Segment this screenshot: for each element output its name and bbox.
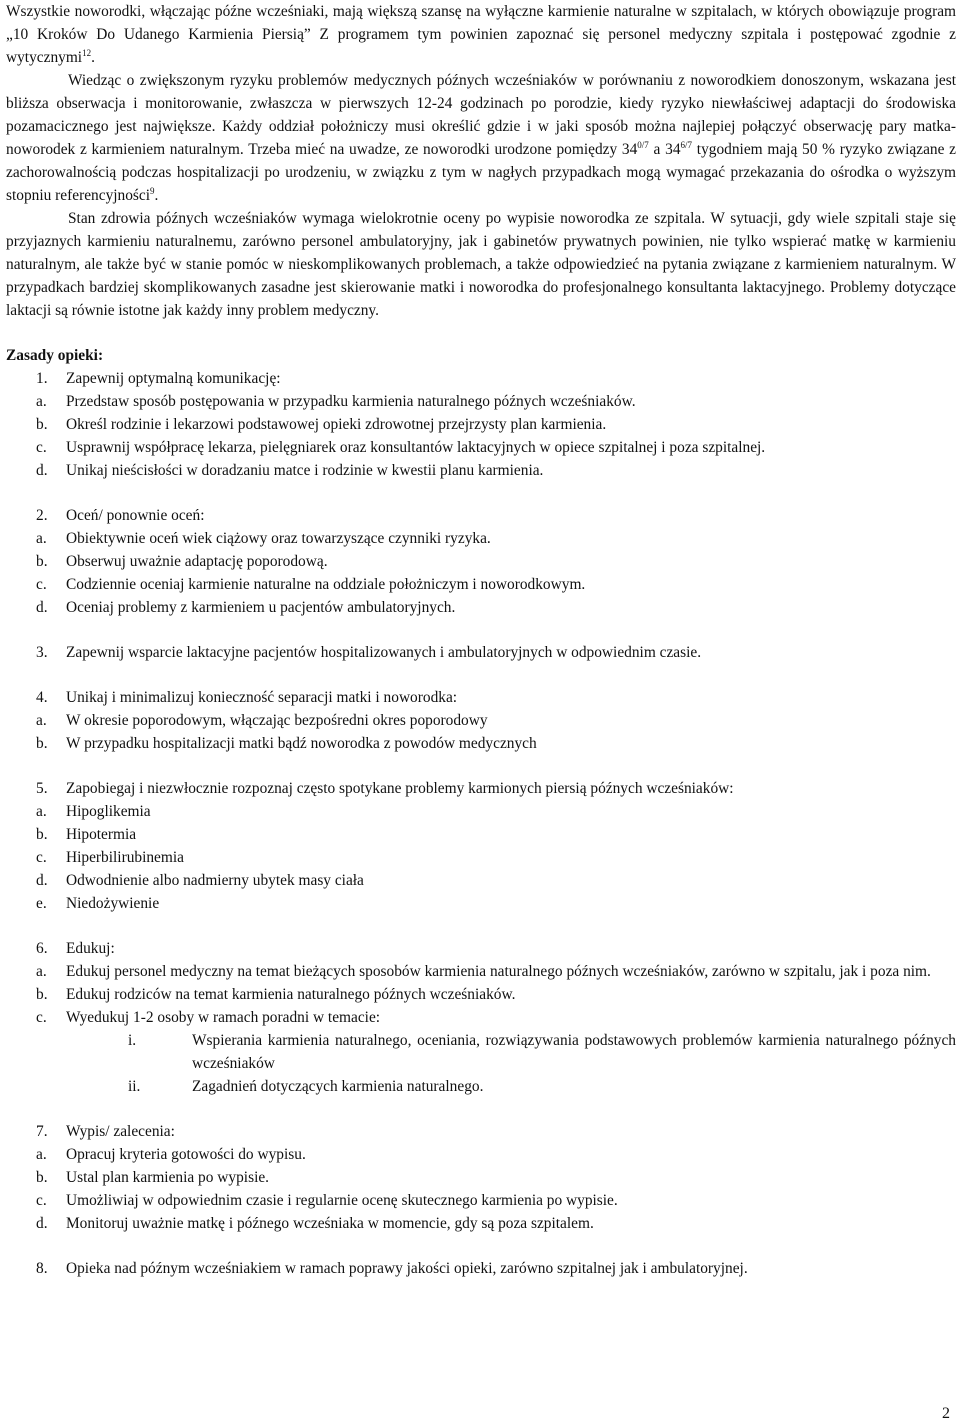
principle-title	[6, 777, 956, 800]
list-item-text: Umożliwiaj w odpowiednim czasie i regularnie ocenę skutecznego karmienia po wypisie.	[66, 1192, 618, 1209]
sub-list-item-text: Wspierania karmienia naturalnego, oceniania, rozwiązywania podstawowych problemów karmienia naturalnego późnych wcześniaków	[192, 1032, 956, 1072]
sub-list-item	[6, 1075, 956, 1098]
principle-title-text: Edukuj:	[66, 940, 115, 957]
list-item-text: Ustal plan karmienia po wypisie.	[66, 1169, 270, 1186]
list-item-text: Niedożywienie	[66, 895, 160, 912]
list-item	[6, 1006, 956, 1029]
list-item-text: Obserwuj uważnie adaptację poporodową.	[66, 553, 328, 570]
intro-paragraph-3: Stan zdrowia późnych wcześniaków wymaga wielokrotnie oceny po wypisie noworodka ze szpitala. W sytuacji, gdy wiele szpitali staje się przyjaznych karmieniu naturalnemu, zarówno personel ambulatoryjny, jak i gabinetów prywatnych powinien, nie tylko wspierać matkę w karmieniu naturalnym, ale także być w stanie pomóc w nieskomplikowanych problemach, a także odpowiedzieć na pytania związane z karmieniem naturalnym. W przypadkach bardziej skomplikowanych zasadne jest skierowanie matki i noworodka do profesjonalnego konsultanta laktacyjnego. Problemy dotyczące laktacji są równie istotne jak każdy inny problem medyczny.	[6, 210, 956, 319]
list-item-letter: d.	[36, 872, 48, 889]
list-item-text: Edukuj rodziców na temat karmienia naturalnego późnych wcześniaków.	[66, 986, 516, 1003]
list-item-letter: c.	[36, 576, 47, 593]
list-item	[6, 413, 956, 436]
principle-section	[6, 504, 956, 619]
principle-section	[6, 1257, 956, 1280]
intro-paragraph-1: Wszystkie noworodki, włączając późne wcześniaki, mają większą szansę na wyłączne karmienie naturalne w szpitalach, w których obowiązuje program „10 Kroków Do Udanego Karmienia Piersią” Z programem tym powinien zapoznać się personel medyczny szpitala i postępować zgodnie z wytycznymi$^{12}$.	[6, 3, 956, 66]
list-item	[6, 732, 956, 755]
list-item	[6, 823, 956, 846]
list-item	[6, 1166, 956, 1189]
list-item-letter: b.	[36, 553, 48, 570]
list-item-text: Monitoruj uważnie matkę i późnego wcześniaka w momencie, gdy są poza szpitalem.	[66, 1215, 594, 1232]
list-item-letter: b.	[36, 826, 48, 843]
list-item	[6, 596, 956, 619]
principle-number: 5.	[36, 780, 48, 797]
list-item-text: Codziennie oceniaj karmienie naturalne na oddziale położniczym i noworodkowym.	[66, 576, 586, 593]
list-item-text: Odwodnienie albo nadmierny ubytek masy ciała	[66, 872, 364, 889]
principle-number: 7.	[36, 1123, 48, 1140]
principle-title-text: Oceń/ ponownie oceń:	[66, 507, 205, 524]
list-item	[6, 573, 956, 596]
principle-section	[6, 367, 956, 482]
list-item	[6, 892, 956, 915]
list-item-letter: a.	[36, 803, 47, 820]
list-item-text: Unikaj nieścisłości w doradzaniu matce i rodzinie w kwestii planu karmienia.	[66, 462, 544, 479]
list-item-letter: a.	[36, 963, 47, 980]
principle-title-text: Opieka nad późnym wcześniakiem w ramach poprawy jakości opieki, zarówno szpitalnej jak i ambulatoryjnej.	[66, 1260, 748, 1277]
principle-section	[6, 1120, 956, 1235]
list-item	[6, 459, 956, 482]
list-item-letter: b.	[36, 735, 48, 752]
list-item-text: Obiektywnie oceń wiek ciążowy oraz towarzyszące czynniki ryzyka.	[66, 530, 491, 547]
list-item	[6, 983, 956, 1006]
care-principles-list	[6, 367, 956, 1280]
list-item	[6, 846, 956, 869]
principle-section	[6, 641, 956, 664]
list-item-letter: d.	[36, 462, 48, 479]
list-item-letter: d.	[36, 599, 48, 616]
sub-list-item	[6, 1029, 956, 1075]
principle-title	[6, 937, 956, 960]
list-item-letter: a.	[36, 530, 47, 547]
principle-number: 4.	[36, 689, 48, 706]
list-item-letter: c.	[36, 1192, 47, 1209]
list-item-text: Usprawnij współpracę lekarza, pielęgniarek oraz konsultantów laktacyjnych w opiece szpitalnej i poza szpitalnej.	[66, 439, 766, 456]
list-item	[6, 800, 956, 823]
list-item	[6, 436, 956, 459]
principle-title-text: Unikaj i minimalizuj konieczność separacji matki i noworodka:	[66, 689, 458, 706]
list-item-text: Hipoglikemia	[66, 803, 151, 820]
list-item-letter: e.	[36, 895, 47, 912]
list-item-text: Wyedukuj 1-2 osoby w ramach poradni w temacie:	[66, 1009, 381, 1026]
principle-section	[6, 686, 956, 755]
principle-title-text: Zapewnij wsparcie laktacyjne pacjentów hospitalizowanych i ambulatoryjnych w odpowiednim czasie.	[66, 644, 702, 661]
principle-title-text: Wypis/ zalecenia:	[66, 1123, 175, 1140]
principle-number: 8.	[36, 1260, 48, 1277]
list-item-text: W przypadku hospitalizacji matki bądź noworodka z powodów medycznych	[66, 735, 537, 752]
list-item-text: Hiperbilirubinemia	[66, 849, 184, 866]
list-item	[6, 960, 956, 983]
list-item	[6, 390, 956, 413]
principle-number: 2.	[36, 507, 48, 524]
principle-section	[6, 777, 956, 915]
list-item-letter: b.	[36, 986, 48, 1003]
principle-title	[6, 1257, 956, 1280]
principle-title-text: Zapobiegaj i niezwłocznie rozpoznaj często spotykane problemy karmionych piersią późnych wcześniaków:	[66, 780, 734, 797]
list-item-text: Opracuj kryteria gotowości do wypisu.	[66, 1146, 306, 1163]
list-item-text: Określ rodzinie i lekarzowi podstawowej opieki zdrowotnej przejrzysty plan karmienia.	[66, 416, 607, 433]
list-item-letter: a.	[36, 1146, 47, 1163]
page-number: 2	[942, 1405, 950, 1422]
list-item	[6, 1212, 956, 1235]
list-item-letter: c.	[36, 439, 47, 456]
principle-title-text: Zapewnij optymalną komunikację:	[66, 370, 281, 387]
list-item	[6, 1143, 956, 1166]
principle-number: 6.	[36, 940, 48, 957]
list-item-letter: d.	[36, 1215, 48, 1232]
list-item-letter: a.	[36, 712, 47, 729]
list-item-letter: b.	[36, 1169, 48, 1186]
list-item	[6, 1189, 956, 1212]
principle-title	[6, 641, 956, 664]
sub-list-item-numeral: ii.	[128, 1078, 141, 1095]
list-item	[6, 550, 956, 573]
sub-list-item-text: Zagadnień dotyczących karmienia naturalnego.	[192, 1078, 484, 1095]
document-page	[6, 0, 957, 1422]
principle-number: 3.	[36, 644, 48, 661]
principle-number: 1.	[36, 370, 48, 387]
list-item-letter: b.	[36, 416, 48, 433]
list-item-letter: c.	[36, 1009, 47, 1026]
principle-title	[6, 367, 956, 390]
sub-list-item-numeral: i.	[128, 1032, 137, 1049]
list-item	[6, 869, 956, 892]
list-item-text: Edukuj personel medyczny na temat bieżących sposobów karmienia naturalnego późnych wcześniaków, zarówno w szpitalu, jak i poza nim.	[66, 963, 931, 980]
list-item-letter: c.	[36, 849, 47, 866]
list-item-text: Hipotermia	[66, 826, 137, 843]
list-item	[6, 709, 956, 732]
principle-title	[6, 1120, 956, 1143]
principle-title	[6, 686, 956, 709]
list-item-text: Oceniaj problemy z karmieniem u pacjentów ambulatoryjnych.	[66, 599, 456, 616]
list-item-text: W okresie poporodowym, włączając bezpośredni okres poporodowy	[66, 712, 488, 729]
list-item-text: Przedstaw sposób postępowania w przypadku karmienia naturalnego późnych wcześniaków.	[66, 393, 636, 410]
list-item	[6, 527, 956, 550]
intro-paragraph-2: Wiedząc o zwiększonym ryzyku problemów medycznych późnych wcześniaków w porównaniu z noworodkiem donoszonym, wskazana jest bliższa obserwacja i monitorowanie, zwłaszcza w pierwszych 12-24 godzinach po porodzie, kiedy ryzyko niewłaściwej adaptacji do środowiska pozamacicznego jest największe. Każdy oddział położniczy musi określić gdzie i w jaki sposób można najlepiej połączyć obserwację pary matka-noworodek z karmieniem naturalnym. Trzeba mieć na uwadze, ze noworodki urodzone pomiędzy $34^{0/7}$ a $34^{6/7}$ tygodniem mają 50 % ryzyko związane z zachorowalnością podczas hospitalizacji po urodzeniu, w związku z tym w nagłych przypadkach mogą wymagać przekazania do ośrodka o wyższym stopniu referencyjności$^9$.	[6, 72, 957, 204]
section-heading: Zasady opieki:	[6, 347, 104, 364]
principle-section	[6, 937, 956, 1098]
list-item-letter: a.	[36, 393, 47, 410]
principle-title	[6, 504, 956, 527]
